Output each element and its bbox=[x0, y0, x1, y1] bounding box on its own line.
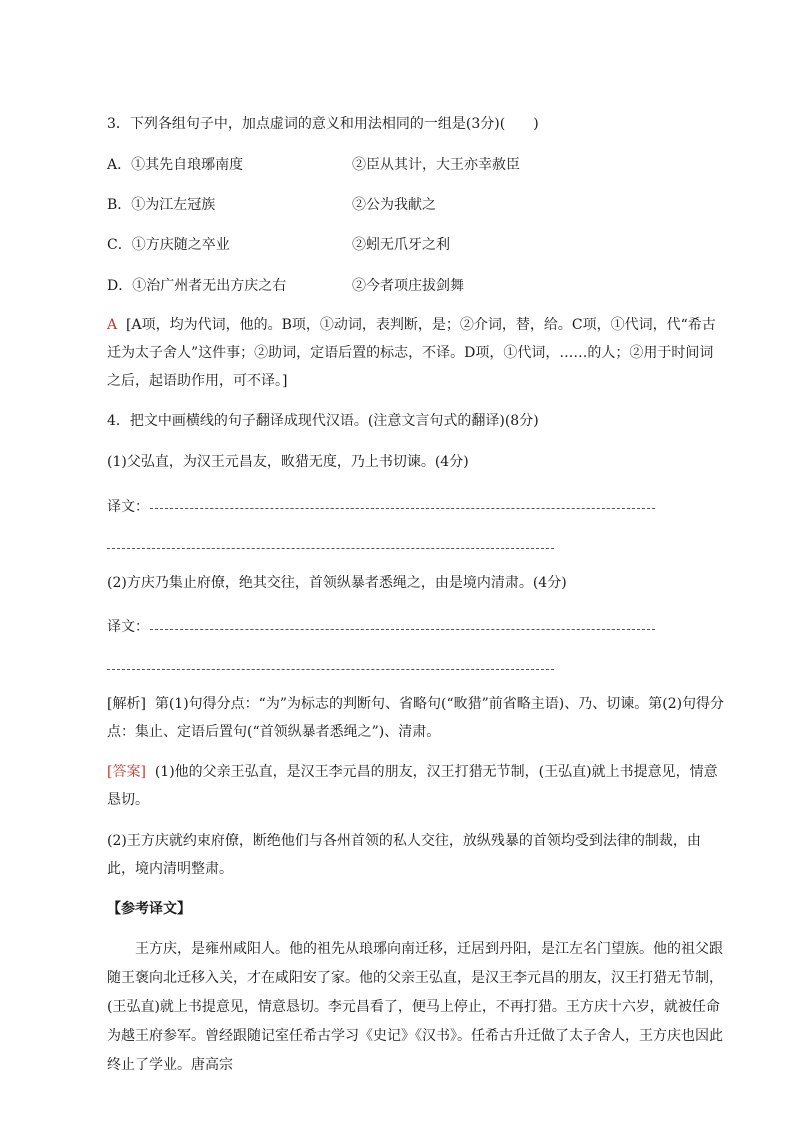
answer-text-1: (1)他的父亲王弘直，是汉王李元昌的朋友，汉王打猎无节制，(王弘直)就上书提意见，情意恳切。 bbox=[107, 764, 718, 808]
q4-sentence-2: (2)方庆乃集止府僚，绝其交往，首领纵暴者悉绳之，由是境内清肃。(4分) bbox=[107, 575, 567, 591]
reference-text: 王方庆，是雍州咸阳人。他的祖先从琅琊向南迁移，迁居到丹阳，是江左名门望族。他的祖父跟随王褒向北迁移入关，才在咸阳安了家。他的父亲王弘直，是汉王李元昌的朋友，汉王打猎无节制，(王弘直)就上书提意见，情意恳切。李元昌看了，便马上停止，不再打猎。王方庆十六岁，就被任命为越王府参军。曾经跟随记室任希古学习《史记》《汉书》。任希古升迁做了太子舍人，王方庆也因此终止了学业。唐高宗 bbox=[107, 941, 723, 1073]
analysis-label: [解析] bbox=[107, 696, 146, 712]
q3-option-a-2: ②臣从其计，大王亦幸赦臣 bbox=[352, 157, 520, 173]
answer-label: [答案] bbox=[107, 764, 146, 780]
q4-analysis bbox=[107, 690, 727, 746]
translation-label-1: 译文： bbox=[107, 499, 149, 515]
answer-line bbox=[150, 508, 655, 509]
q3-option-a-1: A．①其先自琅琊南度 bbox=[107, 157, 244, 173]
q3-answer-letter: A bbox=[107, 317, 118, 333]
q4-answer-1 bbox=[107, 758, 727, 814]
q3-explanation: [A项，均为代词，他的。B项，①动词，表判断，是；②介词，替，给。C项，①代词，代“希古迁为太子舍人”这件事；②助词，定语后置的标志，不译。D项，①代词，……的人；②用于时间词之后，起语助作用，可不译。] bbox=[107, 317, 716, 389]
q3-stem: 3．下列各组句子中，加点虚词的意义和用法相同的一组是(3分)( ) bbox=[107, 116, 539, 132]
q4-stem: 4．把文中画横线的句子翻译成现代汉语。(注意文言句式的翻译)(8分) bbox=[107, 413, 539, 429]
q3-option-c-1: C．①方庆随之卒业 bbox=[107, 237, 230, 253]
answer-line bbox=[150, 629, 655, 630]
q3-option-d-1: D．①治广州者无出方庆之右 bbox=[107, 278, 287, 294]
analysis-text: 第(1)句得分点：“为”为标志的判断句、省略句(“畋猎”前省略主语)、乃、切谏。第(2)句得分点：集止、定语后置句(“首领纵暴者悉绳之”)、清肃。 bbox=[107, 696, 725, 740]
reference-heading: 【参考译文】 bbox=[107, 901, 191, 917]
translation-label-2: 译文： bbox=[107, 619, 149, 635]
q3-option-d-2: ②今者项庄拔剑舞 bbox=[352, 278, 464, 294]
q3-option-b-2: ②公为我献之 bbox=[352, 197, 436, 213]
q3-option-c-2: ②蚓无爪牙之利 bbox=[352, 237, 450, 253]
q4-answer-2: (2)王方庆就约束府僚，断绝他们与各州首领的私人交往，放纵残暴的首领均受到法律的制裁，由此，境内清明整肃。 bbox=[107, 833, 701, 877]
q3-answer-block bbox=[107, 311, 727, 395]
answer-line bbox=[107, 548, 554, 549]
q3-option-b-1: B．①为江左冠族 bbox=[107, 197, 216, 213]
answer-line bbox=[107, 669, 554, 670]
q4-sentence-1: (1)父弘直，为汉王元昌友，畋猎无度，乃上书切谏。(4分) bbox=[107, 454, 469, 470]
